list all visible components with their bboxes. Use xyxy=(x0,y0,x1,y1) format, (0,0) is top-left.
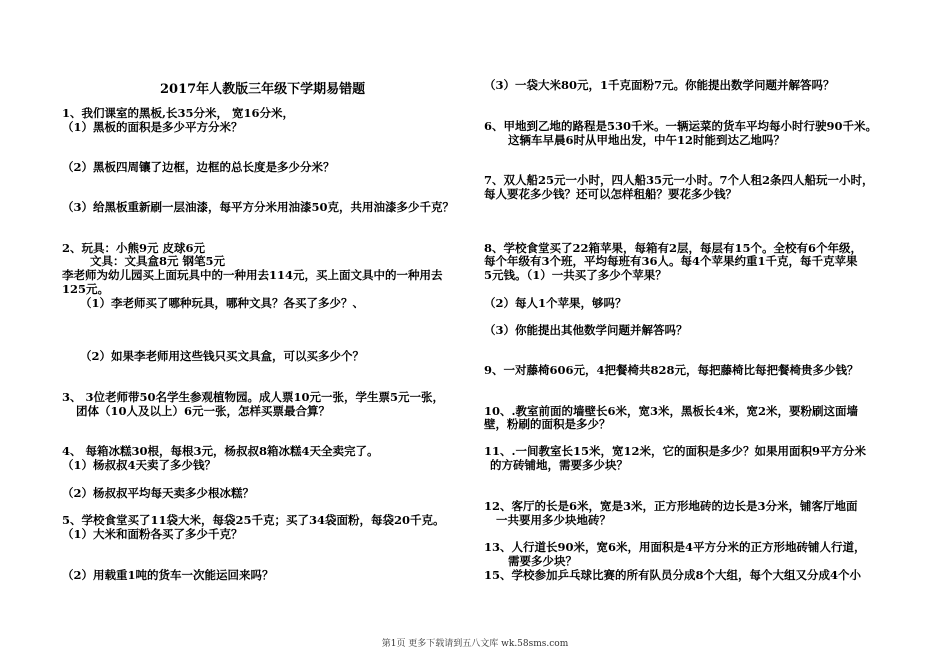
right-line: 8、学校食堂买了22箱苹果，每箱有2层，每层有15个。全校有6个年级， xyxy=(484,241,863,255)
right-line: 12、客厅的长是6米，宽是3米，正方形地砖的边长是3分米，铺客厅地面 xyxy=(484,499,858,513)
right-line: 这辆车早晨6时从甲地出发，中午12时能到达乙地吗？ xyxy=(508,133,786,147)
left-line: （1）杨叔叔4天卖了多少钱？ xyxy=(62,458,217,472)
page-title: 2017年人教版三年级下学期易错题 xyxy=(160,82,366,97)
left-line: 5、学校食堂买了11袋大米，每袋25千克；买了34袋面粉，每袋20千克。 xyxy=(62,513,445,527)
right-line: 一共要用多少块地砖？ xyxy=(496,513,611,527)
right-line: 每个年级有3个班，平均每班有36人。每4个苹果约重1千克，每千克苹果 xyxy=(484,254,858,268)
left-line: （1）大米和面粉各买了多少千克？ xyxy=(62,527,243,541)
right-line: 11、.一间教室长15米，宽12米，它的面积是多少？如果用面积9平方分米 xyxy=(484,444,867,458)
right-line: 10、.教室前面的墙壁长6米，宽3米，黑板长4米，宽2米，要粉刷这面墙 xyxy=(484,404,859,418)
right-line: 6、甲地到乙地的路程是530千米。一辆运菜的货车平均每小时行驶90千米。 xyxy=(484,119,878,133)
right-line: （2）每人1个苹果，够吗？ xyxy=(484,296,627,310)
left-line: （2）用载重1吨的货车一次能运回来吗？ xyxy=(62,568,274,582)
right-line: 5元钱。（1）一共买了多少个苹果？ xyxy=(484,268,667,282)
right-line: （3）你能提出其他数学问题并解答吗？ xyxy=(484,323,688,337)
left-line: （2）杨叔叔平均每天卖多少根冰糕？ xyxy=(62,486,254,500)
right-line: 7、双人船25元一小时，四人船35元一小时。7个人租2条四人船玩一小时， xyxy=(484,173,874,187)
left-line: （1）黑板的面积是多少平方分米？ xyxy=(62,120,243,134)
right-line: 13、人行道长90米，宽6米，用面积是4平方分米的正方形地砖铺人行道， xyxy=(484,540,866,554)
right-line: 9、一对藤椅606元，4把餐椅共828元，每把藤椅比每把餐椅贵多少钱？ xyxy=(484,363,859,377)
left-line: （2）如果李老师用这些钱只买文具盒，可以买多少个？ xyxy=(80,349,364,363)
left-line: （1）李老师买了哪种玩具，哪种文具？各买了多少？、 xyxy=(80,296,364,310)
right-line: （3）一袋大米80元，1千克面粉7元。你能提出数学问题并解答吗？ xyxy=(484,78,835,92)
left-line: 文具：文具盒8元 钢笔5元 xyxy=(90,254,226,268)
left-line: 李老师为幼儿园买上面玩具中的一种用去114元，买上面文具中的一种用去 xyxy=(62,268,443,282)
left-line: 4、 每箱冰糕30根，每根3元，杨叔叔8箱冰糕4天全卖完了。 xyxy=(62,444,379,458)
right-line: 每人要花多少钱？还可以怎样租船？要花多少钱？ xyxy=(484,187,737,201)
left-line: 125元。 xyxy=(62,282,110,296)
right-line: 的方砖铺地，需要多少块？ xyxy=(490,458,628,472)
left-line: 2、玩具：小熊9元 皮球6元 xyxy=(62,241,206,255)
right-line: 需要多少块？ xyxy=(508,554,577,568)
page-footer: 第1页 更多下载请到五八文库 wk.58sms.com xyxy=(381,639,569,649)
right-line: 15、学校参加乒乓球比赛的所有队员分成8个大组，每个大组又分成4个小 xyxy=(484,568,862,582)
left-line: 3、 3位老师带50名学生参观植物园。成人票10元一张，学生票5元一张， xyxy=(62,390,445,404)
left-line: 1、我们课室的黑板,长35分米， 宽16分米， xyxy=(62,106,295,120)
left-line: 团体（10人及以上）6元一张，怎样买票最合算？ xyxy=(76,404,331,418)
left-line: （2）黑板四周镶了边框，边框的总长度是多少分米？ xyxy=(62,160,335,174)
right-line: 壁，粉刷的面积是多少？ xyxy=(484,417,611,431)
left-line: （3）给黑板重新刷一层油漆，每平方分米用油漆50克，共用油漆多少千克？ xyxy=(62,200,455,214)
